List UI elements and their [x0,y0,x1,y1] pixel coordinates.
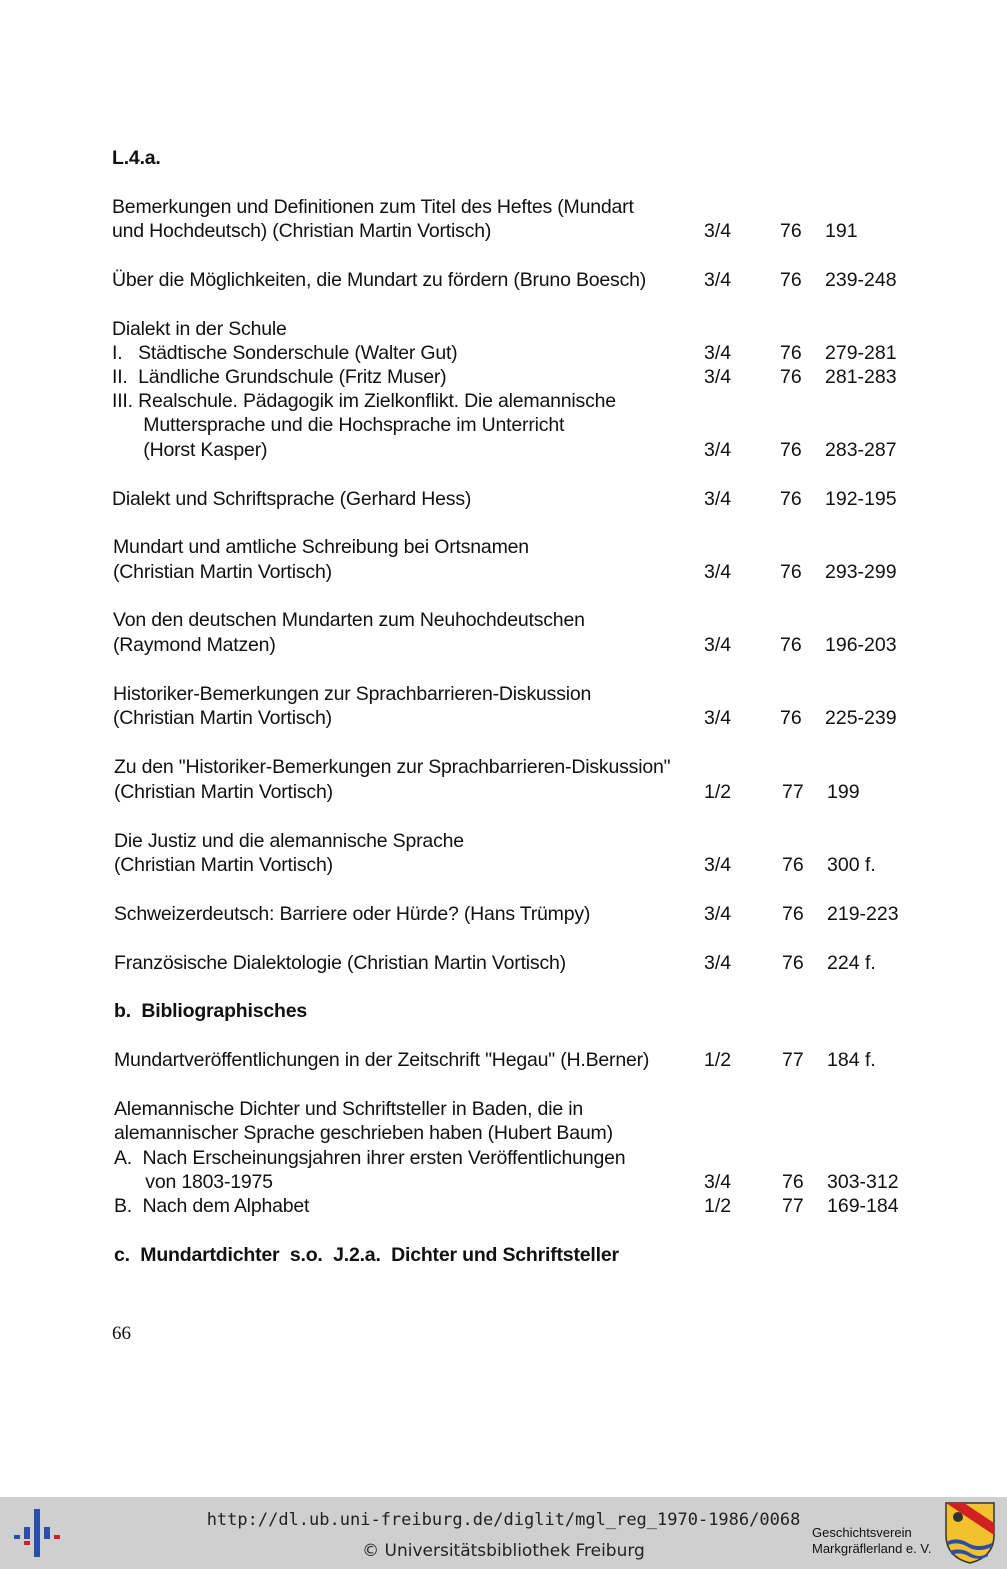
footer-bar [0,1497,1007,1569]
entry-year: 76 [782,903,804,925]
entry-title-line: Zu den "Historiker-Bemerkungen zur Sprachbarrieren-Diskussion" [114,756,671,778]
entry-year: 76 [780,220,802,242]
entry-title-line: Französische Dialektologie (Christian Martin Vortisch) [114,952,566,974]
entry-title-line: I. Städtische Sonderschule (Walter Gut) [112,342,458,364]
entry-title-line: Schweizerdeutsch: Barriere oder Hürde? (Hans Trümpy) [114,903,591,925]
entry-volume: 3/4 [704,1171,732,1193]
entry-title-line: B. Nach dem Alphabet [114,1195,310,1217]
entry-pages: 225-239 [825,707,897,729]
entry-year: 76 [780,561,802,583]
entry-title-line: (Raymond Matzen) [113,634,276,656]
entry-year: 76 [780,342,802,364]
entry-pages: 300 f. [827,854,876,876]
entry-volume: 3/4 [704,634,732,656]
entry-volume: 3/4 [704,342,732,364]
org-name-line: Markgräflerland e. V. [812,1541,932,1556]
entry-pages: 293-299 [825,561,897,583]
entry-pages: 192-195 [825,488,897,510]
entry-year: 76 [782,854,804,876]
entry-title-line: (Christian Martin Vortisch) [113,707,332,729]
entry-pages: 219-223 [827,903,899,925]
entry-pages: 196-203 [825,634,897,656]
entry-title-line: Bemerkungen und Definitionen zum Titel des Heftes (Mundart [112,196,634,218]
entry-title-line: III. Realschule. Pädagogik im Zielkonflikt. Die alemannische [112,390,616,412]
entry-pages: 199 [827,781,860,803]
entry-title-line: Mundartveröffentlichungen in der Zeitschrift "Hegau" (H.Berner) [114,1049,650,1071]
entry-year: 76 [780,707,802,729]
entry-title-line: von 1803-1975 [114,1171,273,1193]
entry-title-line: II. Ländliche Grundschule (Fritz Muser) [112,366,447,388]
entry-title-line: Mundart und amtliche Schreibung bei Ortsnamen [113,536,529,558]
entry-volume: 3/4 [704,366,732,388]
entry-pages: 191 [825,220,858,242]
entry-pages: 184 f. [827,1049,876,1071]
entry-volume: 3/4 [704,561,732,583]
subheading-mundartdichter: c. Mundartdichter s.o. J.2.a. Dichter und Schriftsteller [114,1244,619,1266]
entry-pages: 224 f. [827,952,876,974]
entry-volume: 3/4 [704,220,732,242]
entry-volume: 3/4 [704,488,732,510]
entry-volume: 3/4 [704,439,732,461]
entry-pages: 279-281 [825,342,897,364]
entry-year: 76 [780,439,802,461]
entry-year: 76 [782,1171,804,1193]
entry-volume: 1/2 [704,781,732,803]
entry-year: 76 [780,634,802,656]
entry-title-line: Von den deutschen Mundarten zum Neuhochdeutschen [113,609,585,631]
entry-year: 77 [782,1049,804,1071]
entry-volume: 3/4 [704,854,732,876]
coat-of-arms-icon [944,1501,996,1565]
entry-title-line: und Hochdeutsch) (Christian Martin Vortisch) [112,220,492,242]
entry-title-line: Über die Möglichkeiten, die Mundart zu fördern (Bruno Boesch) [112,269,647,291]
entry-title-line: Muttersprache und die Hochsprache im Unterricht [112,414,565,436]
entry-year: 76 [780,269,802,291]
entry-year: 76 [782,952,804,974]
org-name-line: Geschichtsverein [812,1525,912,1540]
entry-volume: 1/2 [704,1049,732,1071]
entry-volume: 3/4 [704,952,732,974]
footer-url-link[interactable]: http://dl.ub.uni-freiburg.de/diglit/mgl_reg_1970-1986/0068 [206,1510,801,1530]
entry-year: 76 [780,488,802,510]
entry-title-line: Dialekt und Schriftsprache (Gerhard Hess) [112,488,472,510]
entry-year: 77 [782,781,804,803]
entry-title-line: Alemannische Dichter und Schriftsteller in Baden, die in [114,1098,583,1120]
entry-title-line: (Christian Martin Vortisch) [114,781,333,803]
entry-volume: 1/2 [704,1195,732,1217]
entry-title-line: (Horst Kasper) [112,439,268,461]
entry-pages: 283-287 [825,439,897,461]
entry-pages: 303-312 [827,1171,899,1193]
entry-title-line: (Christian Martin Vortisch) [114,854,333,876]
entry-year: 76 [780,366,802,388]
entry-title-line: alemannischer Sprache geschrieben haben (Hubert Baum) [114,1122,613,1144]
entry-title-line: Historiker-Bemerkungen zur Sprachbarrieren-Diskussion [113,683,592,705]
entry-volume: 3/4 [704,903,732,925]
section-heading: L.4.a. [112,147,161,169]
footer-organization [812,1525,931,1557]
entry-title-line: A. Nach Erscheinungsjahren ihrer ersten Veröffentlichungen [114,1147,626,1169]
entry-pages: 239-248 [825,269,897,291]
entry-title-line: (Christian Martin Vortisch) [113,561,332,583]
entry-volume: 3/4 [704,707,732,729]
entry-title-line: Dialekt in der Schule [112,318,287,340]
page-number: 66 [112,1323,131,1344]
entry-pages: 281-283 [825,366,897,388]
entry-title-line: Die Justiz und die alemannische Sprache [114,830,464,852]
entry-year: 77 [782,1195,804,1217]
subheading-bibliographisches: b. Bibliographisches [114,1000,307,1022]
entry-pages: 169-184 [827,1195,899,1217]
footer-copyright: © Universitätsbibliothek Freiburg [362,1541,645,1561]
entry-volume: 3/4 [704,269,732,291]
